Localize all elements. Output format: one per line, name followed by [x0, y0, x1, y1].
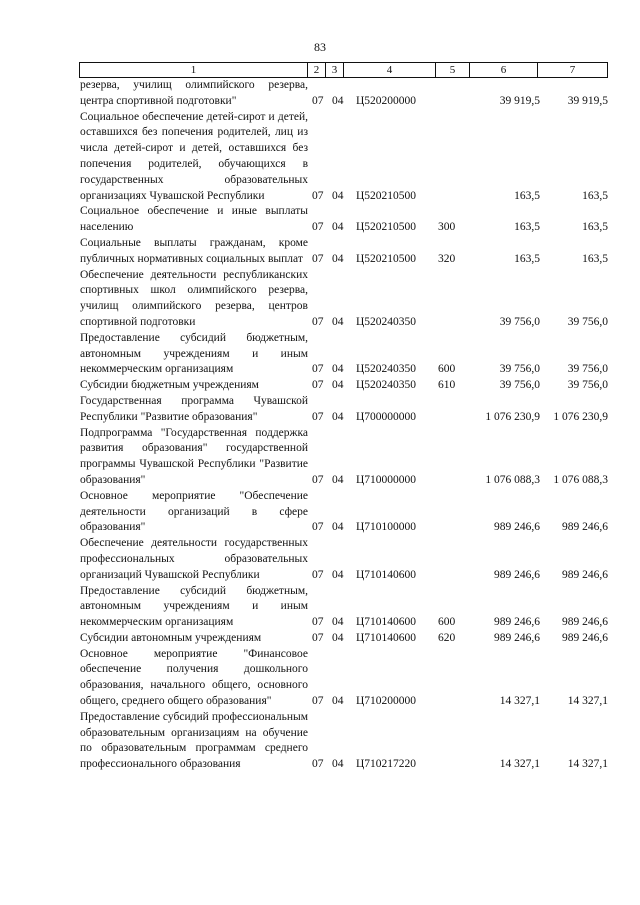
row-amount-2021: 1 076 088,3	[553, 473, 608, 486]
header-col-4: 4	[344, 63, 436, 77]
row-target-code: Ц710140600	[356, 616, 417, 629]
row-amount-2020: 989 246,6	[494, 616, 540, 629]
row-amount-2020: 1 076 088,3	[485, 473, 540, 486]
table-row	[80, 631, 608, 647]
row-expense-type: 600	[438, 363, 456, 376]
row-subsection: 04	[332, 568, 344, 581]
row-amount-2020: 39 756,0	[499, 379, 540, 392]
row-subsection: 04	[332, 616, 344, 629]
row-amount-2020: 1 076 230,9	[485, 410, 540, 423]
table-row	[80, 378, 608, 394]
row-description: Предоставление субсидий бюджетным, автономным учреждениям и иным некоммерческим организациям	[80, 331, 308, 376]
row-section: 07	[312, 189, 324, 202]
table-row	[80, 236, 608, 268]
row-target-code: Ц710217220	[356, 758, 417, 771]
row-description: Социальное обеспечение и иные выплаты населению	[80, 205, 308, 234]
header-col-6: 6	[470, 63, 538, 77]
row-amount-2020: 39 756,0	[499, 315, 540, 328]
row-subsection: 04	[332, 631, 344, 644]
table-row	[80, 710, 608, 773]
row-section: 07	[312, 315, 324, 328]
header-col-5: 5	[436, 63, 470, 77]
row-description: Основное мероприятие "Финансовое обеспечение получения дошкольного образования, начального общего, основного общего, среднего общего образования"	[80, 647, 308, 708]
row-section: 07	[312, 616, 324, 629]
row-amount-2021: 14 327,1	[567, 758, 608, 771]
row-amount-2020: 163,5	[514, 252, 540, 265]
row-amount-2021: 39 756,0	[567, 363, 608, 376]
row-description: Государственная программа Чувашской Республики "Развитие образования"	[80, 394, 308, 423]
row-subsection: 04	[332, 379, 344, 392]
table-row	[80, 426, 608, 489]
row-section: 07	[312, 221, 324, 234]
row-section: 07	[312, 379, 324, 392]
table-body	[80, 78, 608, 773]
table-row	[80, 268, 608, 331]
row-description: резерва, училищ олимпийского резерва, центра спортивной подготовки"	[80, 79, 308, 107]
row-subsection: 04	[332, 521, 344, 534]
row-target-code: Ц520200000	[356, 94, 417, 107]
row-target-code: Ц520210500	[356, 189, 417, 202]
row-amount-2021: 163,5	[582, 221, 608, 234]
row-description: Социальное обеспечение детей-сирот и детей, оставшихся без попечения родителей, лиц из числа детей-сирот и детей, оставшихся без попечения родителей, обучающихся в государственных образовательных организациях Чувашской Республики	[80, 110, 308, 202]
row-section: 07	[312, 410, 324, 423]
table-row	[80, 204, 608, 236]
row-subsection: 04	[332, 363, 344, 376]
table-row	[80, 584, 608, 631]
row-target-code: Ц710140600	[356, 631, 417, 644]
row-target-code: Ц700000000	[356, 410, 417, 423]
row-amount-2021: 14 327,1	[567, 695, 608, 708]
row-amount-2021: 39 919,5	[567, 94, 608, 107]
row-target-code: Ц710000000	[356, 473, 417, 486]
row-amount-2020: 39 919,5	[499, 94, 540, 107]
row-section: 07	[312, 758, 324, 771]
row-amount-2020: 989 246,6	[494, 568, 540, 581]
row-target-code: Ц520240350	[356, 379, 417, 392]
row-amount-2020: 163,5	[514, 189, 540, 202]
row-section: 07	[312, 94, 324, 107]
row-section: 07	[312, 473, 324, 486]
table-row	[80, 331, 608, 378]
row-description: Обеспечение деятельности государственных профессиональных образовательных организаций Чувашской Республики	[80, 537, 308, 581]
row-subsection: 04	[332, 410, 344, 423]
row-subsection: 04	[332, 94, 344, 107]
row-target-code: Ц520240350	[356, 363, 417, 376]
table-row	[80, 394, 608, 426]
row-description: Обеспечение деятельности республиканских спортивных школ олимпийского резерва, училищ олимпийского резерва, центров спортивной подготовки	[80, 268, 308, 328]
row-description: Социальные выплаты гражданам, кроме публичных нормативных социальных выплат	[80, 236, 308, 265]
row-subsection: 04	[332, 695, 344, 708]
row-description: Предоставление субсидий бюджетным, автономным учреждениям и иным некоммерческим организациям	[80, 584, 308, 629]
row-target-code: Ц710200000	[356, 695, 417, 708]
table-row	[80, 489, 608, 536]
row-amount-2021: 163,5	[582, 252, 608, 265]
row-description: Подпрограмма "Государственная поддержка развития образования" государственной программы Чувашской Республики "Развитие образования"	[80, 426, 308, 486]
row-amount-2021: 989 246,6	[562, 568, 608, 581]
row-amount-2021: 1 076 230,9	[553, 410, 608, 423]
row-expense-type: 300	[438, 221, 456, 234]
row-amount-2021: 989 246,6	[562, 631, 608, 644]
table-row	[80, 110, 608, 205]
row-description: Субсидии автономным учреждениям	[80, 631, 262, 644]
row-description: Субсидии бюджетным учреждениям	[80, 379, 259, 392]
row-target-code: Ц710140600	[356, 568, 417, 581]
row-amount-2020: 39 756,0	[499, 363, 540, 376]
table-row	[80, 536, 608, 583]
row-subsection: 04	[332, 189, 344, 202]
row-amount-2020: 14 327,1	[499, 758, 540, 771]
row-amount-2021: 39 756,0	[567, 315, 608, 328]
header-col-3: 3	[326, 63, 344, 77]
header-col-2: 2	[308, 63, 326, 77]
row-expense-type: 620	[438, 631, 456, 644]
row-subsection: 04	[332, 315, 344, 328]
row-amount-2020: 163,5	[514, 221, 540, 234]
table-header	[79, 62, 608, 78]
row-expense-type: 320	[438, 252, 456, 265]
row-description: Основное мероприятие "Обеспечение деятельности организаций в сфере образования"	[80, 489, 308, 534]
table-row	[80, 78, 608, 110]
row-subsection: 04	[332, 473, 344, 486]
row-amount-2020: 14 327,1	[499, 695, 540, 708]
table-row	[80, 647, 608, 710]
row-section: 07	[312, 695, 324, 708]
row-section: 07	[312, 521, 324, 534]
row-target-code: Ц520210500	[356, 252, 417, 265]
row-amount-2021: 989 246,6	[562, 521, 608, 534]
row-subsection: 04	[332, 252, 344, 265]
row-expense-type: 610	[438, 379, 456, 392]
row-description: Предоставление субсидий профессиональным образовательным организациям на обучение по образовательным программам среднего профессионального образования	[80, 710, 308, 771]
header-col-7: 7	[569, 64, 576, 76]
row-amount-2021: 39 756,0	[567, 379, 608, 392]
row-amount-2021: 163,5	[582, 189, 608, 202]
row-target-code: Ц520240350	[356, 315, 417, 328]
row-subsection: 04	[332, 758, 344, 771]
row-expense-type: 600	[438, 616, 456, 629]
row-target-code: Ц520210500	[356, 221, 417, 234]
row-amount-2020: 989 246,6	[494, 631, 540, 644]
header-col-1: 1	[80, 63, 308, 77]
row-amount-2021: 989 246,6	[562, 616, 608, 629]
row-target-code: Ц710100000	[356, 521, 417, 534]
row-amount-2020: 989 246,6	[494, 521, 540, 534]
page-number: 83	[314, 40, 326, 54]
row-section: 07	[312, 631, 324, 644]
row-section: 07	[312, 252, 324, 265]
row-subsection: 04	[332, 221, 344, 234]
row-section: 07	[312, 363, 324, 376]
row-section: 07	[312, 568, 324, 581]
